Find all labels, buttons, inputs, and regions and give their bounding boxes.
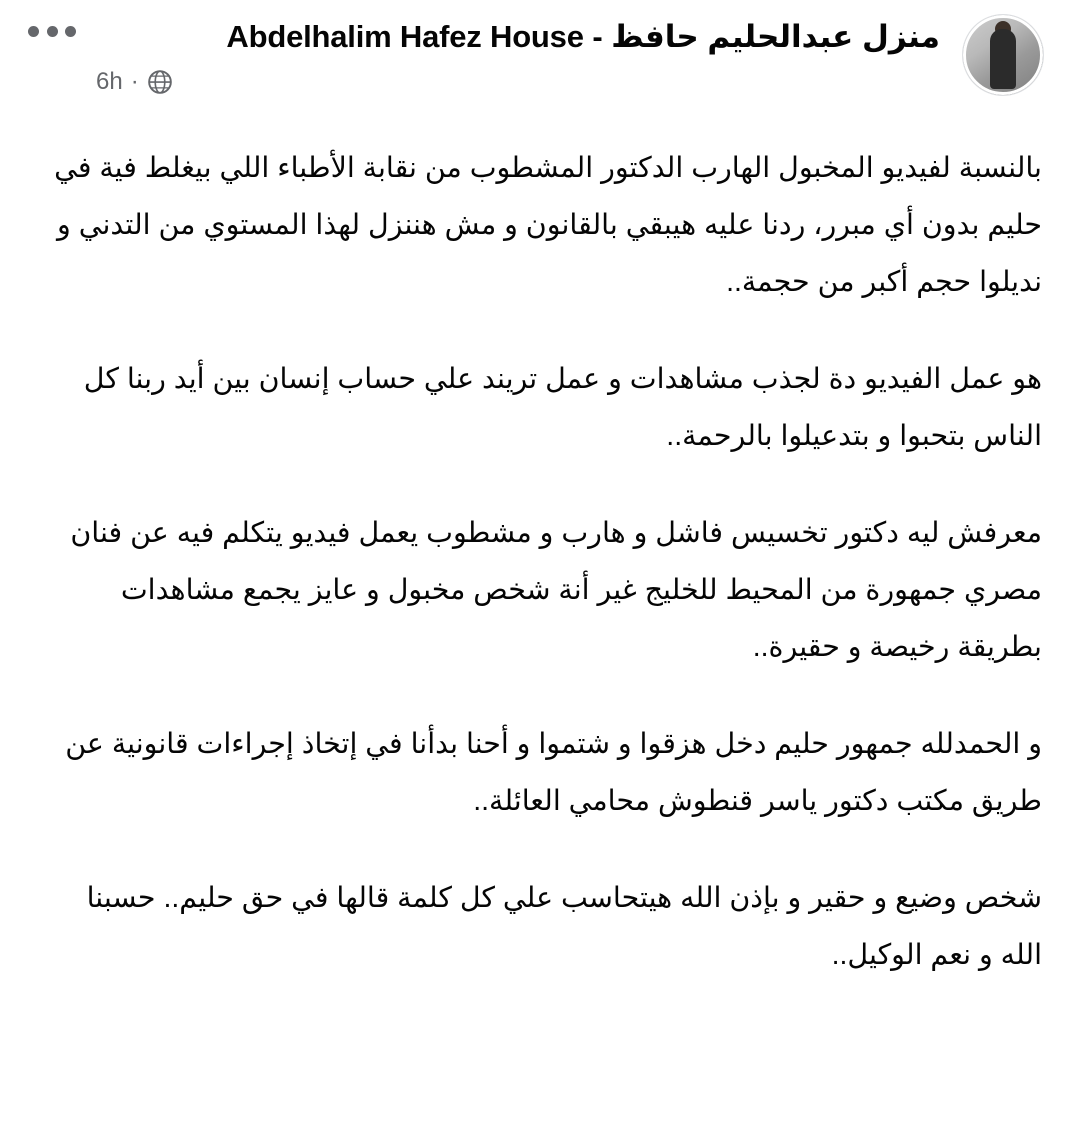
post-paragraph: شخص وضيع و حقير و بإذن الله هيتحاسب علي كل كلمة قالها في حق حليم.. حسبنا الله و نعم الوكيل.. xyxy=(86,882,1042,971)
more-dot-2 xyxy=(47,26,58,37)
post-paragraph: بالنسبة لفيديو المخبول الهارب الدكتور المشطوب من نقابة الأطباء اللي بيغلط فية في حليم بدون أي مبرر، ردنا عليه هيبقي بالقانون و مش هننزل لهذا المستوي من التدني و نديلوا حجم أكبر من حجمة.. xyxy=(54,152,1042,298)
globe-icon[interactable] xyxy=(147,69,173,95)
avatar-frame xyxy=(963,15,1043,95)
post-paragraph: هو عمل الفيديو دة لجذب مشاهدات و عمل تريند علي حساب إنسان بين أيد ربنا كل الناس بتحبوا و بتدعيلوا بالرحمة.. xyxy=(83,363,1042,452)
post-paragraph: و الحمدلله جمهور حليم دخل هزقوا و شتموا و أحنا بدأنا في إتخاذ إجراءات قانونية عن طريق مكتب دكتور ياسر قنطوش محامي العائلة.. xyxy=(65,728,1042,817)
post-meta xyxy=(96,68,940,96)
more-dot-3 xyxy=(28,26,39,37)
meta-separator: · xyxy=(130,68,139,95)
post-header xyxy=(0,0,1080,122)
avatar[interactable] xyxy=(962,14,1044,96)
more-dot-1 xyxy=(65,26,76,37)
post-timestamp[interactable]: 6h xyxy=(96,68,123,95)
post-body xyxy=(0,122,1080,984)
more-options-icon[interactable] xyxy=(24,14,80,48)
post-paragraph: معرفش ليه دكتور تخسيس فاشل و هارب و مشطوب يعمل فيديو يتكلم فيه عن فنان مصري جمهورة من المحيط للخليج غير أنة شخص مخبول و عايز يجمع مشاهدات بطريقة رخيصة و حقيرة.. xyxy=(70,517,1042,663)
page-name[interactable]: منزل عبدالحليم حافظ - Abdelhalim Hafez House xyxy=(226,19,940,54)
post-header-text xyxy=(36,10,962,96)
